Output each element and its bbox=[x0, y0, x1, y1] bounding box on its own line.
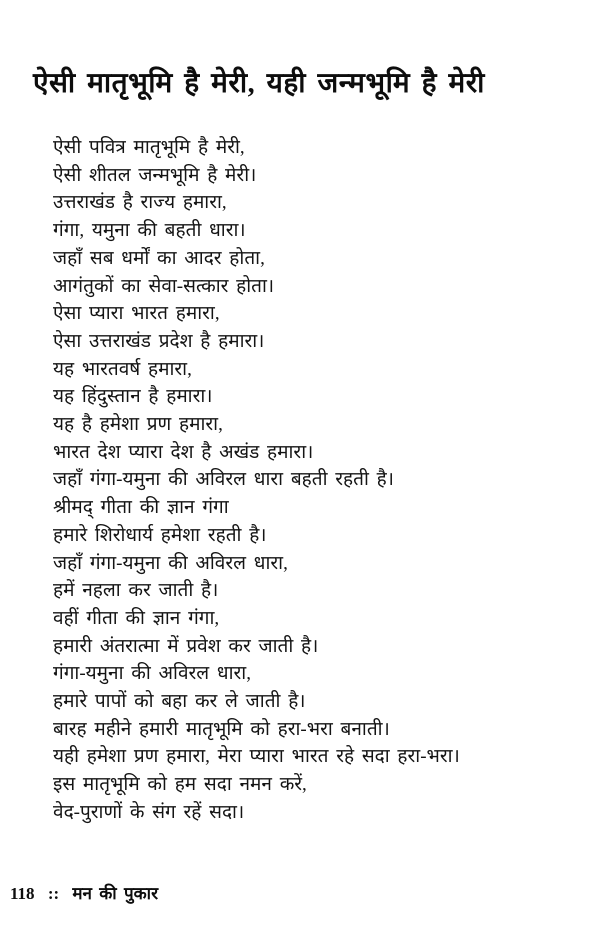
poem-line: गंगा-यमुना की अविरल धारा, bbox=[53, 663, 251, 685]
poem-line: हमारे शिरोधार्य हमेशा रहती है। bbox=[53, 524, 267, 546]
poem-line: जहाँ सब धर्मों का आदर होता, bbox=[53, 247, 265, 269]
footer-separator: :: bbox=[47, 884, 60, 903]
poem-line: वहीं गीता की ज्ञान गंगा, bbox=[53, 607, 220, 629]
poem-line: यह है हमेशा प्रण हमारा, bbox=[53, 414, 223, 436]
page-title: ऐसी मातृभूमि है मेरी, यही जन्मभूमि है मेरी bbox=[33, 67, 485, 99]
poem-line: ऐसी शीतल जन्मभूमि है मेरी। bbox=[53, 164, 257, 186]
poem-line: उत्तराखंड है राज्य हमारा, bbox=[53, 192, 227, 214]
poem-line: बारह महीने हमारी मातृभूमि को हरा-भरा बनाती। bbox=[53, 718, 390, 740]
poem-body bbox=[53, 134, 586, 827]
poem-line: जहाँ गंगा-यमुना की अविरल धारा, bbox=[53, 552, 288, 574]
poem-line: यह भारतवर्ष हमारा, bbox=[53, 358, 192, 380]
page-number: 118 bbox=[10, 884, 35, 903]
poem-line: हमारे पापों को बहा कर ले जाती है। bbox=[53, 691, 306, 713]
poem-line: यही हमेशा प्रण हमारा, मेरा प्यारा भारत रहे सदा हरा-भरा। bbox=[53, 746, 460, 768]
poem-line: गंगा, यमुना की बहती धारा। bbox=[53, 220, 246, 242]
book-title: मन की पुकार bbox=[72, 884, 159, 903]
poem-line: यह हिंदुस्तान है हमारा। bbox=[53, 386, 213, 408]
poem-line: वेद-पुराणों के संग रहें सदा। bbox=[53, 801, 245, 823]
poem-line: आगंतुकों का सेवा-सत्कार होता। bbox=[53, 275, 275, 297]
page-footer bbox=[10, 881, 164, 904]
poem-line: ऐसा उत्तराखंड प्रदेश है हमारा। bbox=[53, 330, 265, 352]
poem-line: जहाँ गंगा-यमुना की अविरल धारा बहती रहती है। bbox=[53, 469, 394, 491]
poem-line: श्रीमद् गीता की ज्ञान गंगा bbox=[53, 497, 229, 519]
poem-line: भारत देश प्यारा देश है अखंड हमारा। bbox=[53, 441, 314, 463]
poem-line: ऐसी पवित्र मातृभूमि है मेरी, bbox=[53, 137, 245, 158]
poem-line: हमें नहला कर जाती है। bbox=[53, 580, 219, 602]
poem-line: इस मातृभूमि को हम सदा नमन करें, bbox=[53, 774, 307, 796]
poem-line: हमारी अंतरात्मा में प्रवेश कर जाती है। bbox=[53, 635, 319, 657]
poem-line: ऐसा प्यारा भारत हमारा, bbox=[53, 303, 220, 325]
